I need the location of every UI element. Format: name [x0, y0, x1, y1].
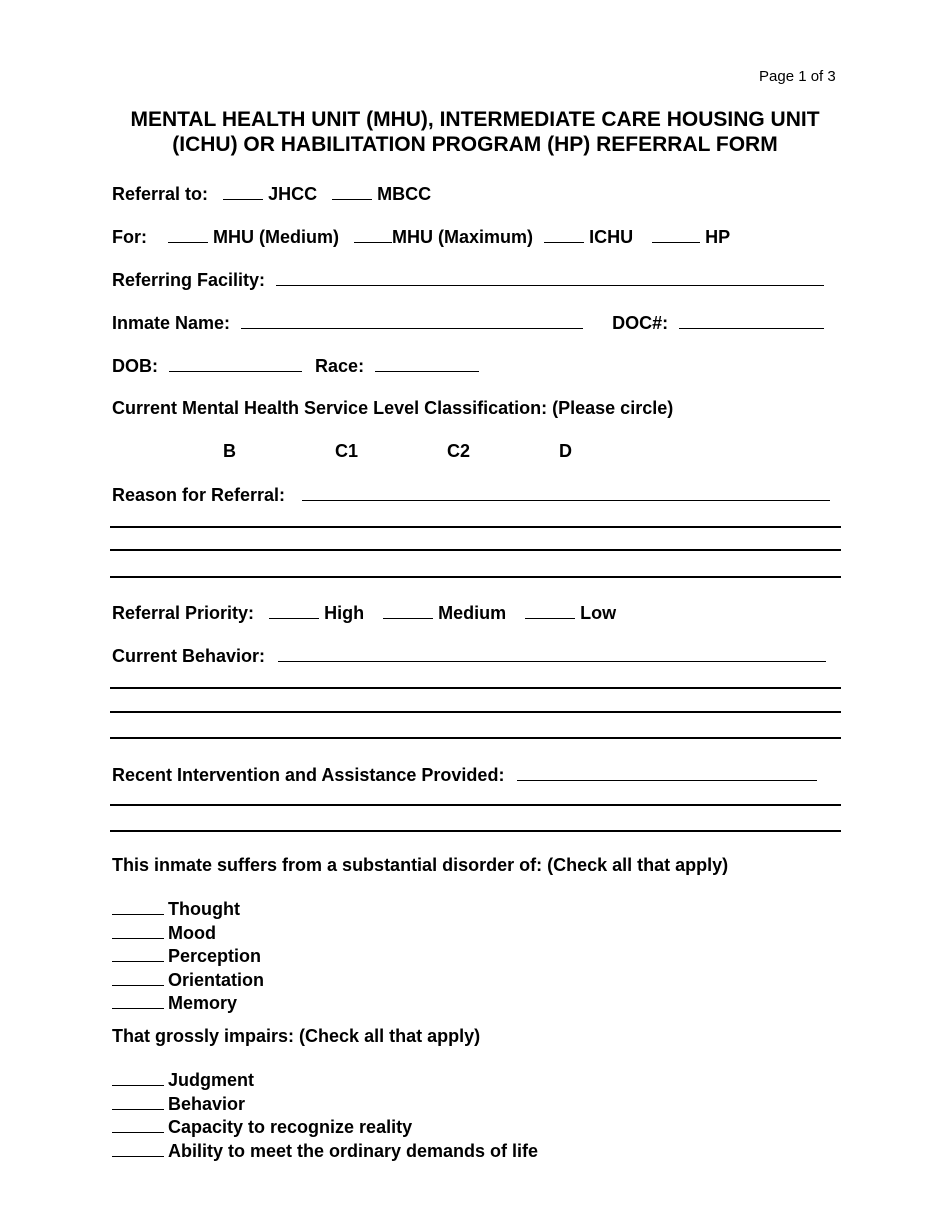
referring-facility-field[interactable] [276, 268, 824, 286]
current-behavior-row [112, 644, 826, 667]
referral-to-mbcc-blank[interactable] [332, 182, 372, 200]
disorder-thought-blank[interactable] [112, 897, 164, 915]
recent-intervention-label: Recent Intervention and Assistance Provided: [112, 765, 505, 785]
reason-writing-line-2[interactable] [110, 549, 841, 551]
doc-number-label: DOC#: [612, 313, 669, 333]
page-number: Page 1 of 3 [759, 68, 836, 85]
impairs-judgment-blank[interactable] [112, 1068, 164, 1086]
dob-field[interactable] [169, 354, 302, 372]
reason-for-referral-row [112, 483, 830, 506]
referral-to-row [112, 182, 431, 205]
reason-for-referral-field[interactable] [302, 483, 830, 501]
classification-label: Current Mental Health Service Level Classification: (Please circle) [112, 398, 674, 418]
disorder-mood-blank[interactable] [112, 921, 164, 939]
impairs-label: That grossly impairs: (Check all that apply) [112, 1026, 481, 1046]
form-title-line-2: (ICHU) OR HABILITATION PROGRAM (HP) REFERRAL FORM [172, 133, 778, 156]
disorder-checklist [112, 897, 264, 1015]
referral-to-jhcc-option: JHCC [268, 184, 318, 204]
disorder-memory-blank[interactable] [112, 991, 164, 1009]
for-mhu-maximum-option: MHU (Maximum) [392, 227, 534, 247]
disorder-perception-blank[interactable] [112, 944, 164, 962]
impairs-item-reality [112, 1115, 538, 1139]
behavior-writing-line-2[interactable] [110, 711, 841, 713]
recent-intervention-row [112, 763, 817, 786]
for-hp-blank[interactable] [652, 225, 700, 243]
intervention-writing-line-2[interactable] [110, 830, 841, 832]
dob-label: DOB: [112, 356, 158, 376]
impairs-item-judgment [112, 1068, 538, 1092]
impairs-reality-label: Capacity to recognize reality [168, 1117, 413, 1137]
for-hp-option: HP [705, 227, 731, 247]
recent-intervention-field[interactable] [517, 763, 817, 781]
referral-to-mbcc-option: MBCC [377, 184, 432, 204]
intervention-writing-line-1[interactable] [110, 804, 841, 806]
referral-to-jhcc-blank[interactable] [223, 182, 263, 200]
for-label: For: [112, 227, 147, 247]
referral-to-label: Referral to: [112, 184, 209, 204]
referral-priority-label: Referral Priority: [112, 603, 255, 623]
disorder-perception-label: Perception [168, 946, 262, 966]
priority-high-blank[interactable] [269, 601, 319, 619]
disorder-mood-label: Mood [168, 922, 216, 943]
disorder-label: This inmate suffers from a substantial disorder of: (Check all that apply) [112, 855, 729, 875]
for-row [112, 225, 730, 248]
priority-low-blank[interactable] [525, 601, 575, 619]
classification-level-b[interactable]: B [223, 441, 236, 461]
form-title-line-1: MENTAL HEALTH UNIT (MHU), INTERMEDIATE CARE HOUSING UNIT [130, 108, 820, 131]
inmate-name-field[interactable] [241, 311, 583, 329]
disorder-item-perception [112, 944, 264, 968]
dob-race-row [112, 354, 479, 377]
referring-facility-label: Referring Facility: [112, 270, 266, 290]
disorder-item-orientation [112, 968, 264, 992]
for-mhu-medium-blank[interactable] [168, 225, 208, 243]
impairs-behavior-label: Behavior [168, 1093, 246, 1114]
behavior-writing-line-3[interactable] [110, 737, 841, 739]
classification-level-c1[interactable]: C1 [335, 441, 359, 461]
reason-for-referral-label: Reason for Referral: [112, 485, 286, 505]
disorder-memory-label: Memory [168, 993, 238, 1013]
disorder-orientation-blank[interactable] [112, 968, 164, 986]
priority-medium-option: Medium [438, 603, 507, 623]
reason-writing-line-1[interactable] [110, 526, 841, 528]
current-behavior-field[interactable] [278, 644, 826, 662]
impairs-reality-blank[interactable] [112, 1115, 164, 1133]
behavior-writing-line-1[interactable] [110, 687, 841, 689]
reason-writing-line-3[interactable] [110, 576, 841, 578]
impairs-checklist [112, 1068, 538, 1162]
disorder-orientation-label: Orientation [168, 969, 265, 990]
doc-number-field[interactable] [679, 311, 824, 329]
race-label: Race: [315, 356, 365, 376]
race-field[interactable] [375, 354, 479, 372]
classification-level-d[interactable]: D [559, 441, 572, 461]
referring-facility-row [112, 268, 824, 291]
for-mhu-maximum-blank[interactable] [354, 225, 392, 243]
for-ichu-option: ICHU [589, 227, 634, 247]
current-behavior-label: Current Behavior: [112, 646, 266, 666]
disorder-item-mood [112, 921, 264, 945]
disorder-thought-label: Thought [168, 899, 240, 919]
impairs-behavior-blank[interactable] [112, 1092, 164, 1110]
impairs-judgment-label: Judgment [168, 1070, 255, 1090]
priority-medium-blank[interactable] [383, 601, 433, 619]
disorder-item-thought [112, 897, 264, 921]
priority-high-option: High [324, 603, 365, 623]
classification-level-c2[interactable]: C2 [447, 441, 471, 461]
inmate-name-label: Inmate Name: [112, 313, 231, 333]
impairs-ordinary-demands-label: Ability to meet the ordinary demands of life [168, 1140, 539, 1161]
for-mhu-medium-option: MHU (Medium) [213, 227, 340, 247]
impairs-item-ordinary-demands [112, 1139, 538, 1163]
priority-low-option: Low [580, 603, 617, 623]
referral-priority-row [112, 601, 616, 624]
disorder-item-memory [112, 991, 264, 1015]
for-ichu-blank[interactable] [544, 225, 584, 243]
impairs-ordinary-demands-blank[interactable] [112, 1139, 164, 1157]
inmate-name-row [112, 311, 824, 334]
impairs-item-behavior [112, 1092, 538, 1116]
